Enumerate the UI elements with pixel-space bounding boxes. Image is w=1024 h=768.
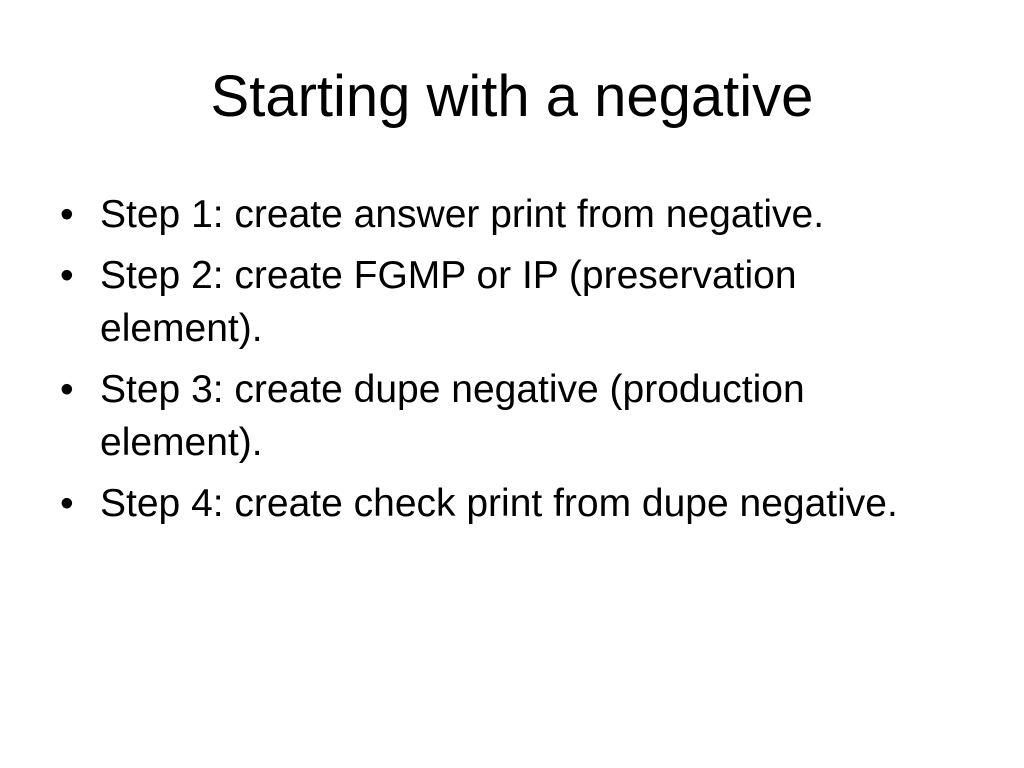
bullet-text: Step 3: create dupe negative (production element).: [100, 368, 805, 464]
bullet-icon: •: [60, 193, 74, 236]
slide-title: Starting with a negative: [210, 64, 814, 129]
bullet-icon: •: [60, 482, 74, 525]
bullet-item-step-2: [56, 249, 956, 355]
bullet-item-step-1: [56, 188, 956, 241]
bullet-list: [56, 188, 956, 538]
bullet-item-step-3: [56, 363, 956, 469]
bullet-item-step-4: [56, 477, 956, 530]
bullet-text: Step 1: create answer print from negative.: [100, 193, 825, 236]
bullet-icon: •: [60, 368, 74, 411]
bullet-icon: •: [60, 254, 74, 297]
bullet-text: Step 4: create check print from dupe negative.: [100, 482, 898, 525]
bullet-text: Step 2: create FGMP or IP (preservation element).: [100, 254, 797, 350]
